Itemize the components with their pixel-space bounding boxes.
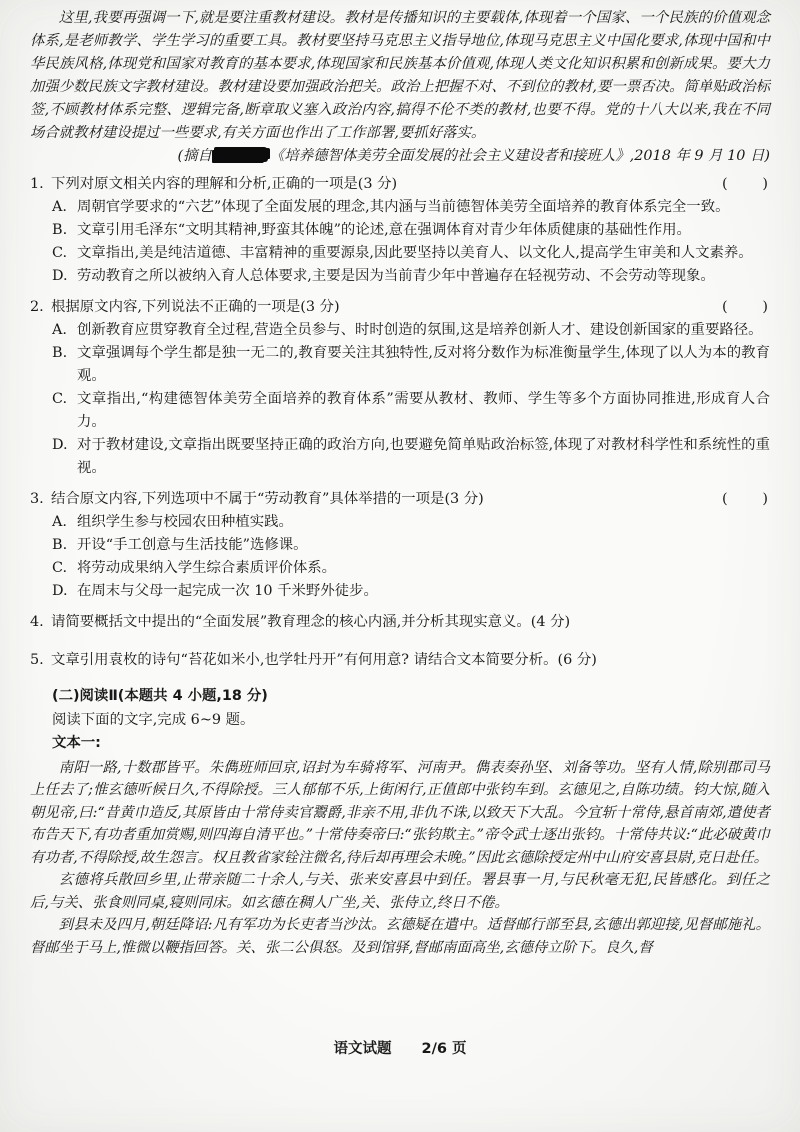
- answer-brackets: ( ): [721, 176, 770, 192]
- option-c: [52, 388, 770, 434]
- question-2: [30, 296, 770, 480]
- option-b: [52, 534, 770, 557]
- redacted-author-block: [214, 147, 268, 162]
- option-text: 开设“手工创意与生活技能”选修课。: [77, 537, 308, 553]
- option-text: 对于教材建设,文章指出既要坚持正确的政治方向,也要避免简单贴政治标签,体现了对教材科学性和系统性的重视。: [77, 437, 770, 476]
- attribution-line: [30, 145, 770, 168]
- option-text: 文章指出,“构建德智体美劳全面培养的教育体系”需要从教材、教师、学生等多个方面协同推进,形成育人合力。: [77, 391, 770, 430]
- option-label: C.: [52, 245, 68, 261]
- question-3: [30, 488, 770, 603]
- question-number: 4.: [30, 614, 44, 630]
- option-a: [52, 511, 770, 534]
- option-label: D.: [52, 437, 68, 453]
- option-label: A.: [52, 514, 67, 530]
- question-number: 1.: [30, 176, 44, 192]
- question-number: 3.: [30, 491, 44, 507]
- question-stem: 下列对原文相关内容的理解和分析,正确的一项是(3 分): [51, 176, 398, 192]
- option-label: C.: [52, 560, 68, 576]
- option-c: [52, 242, 770, 265]
- answer-brackets: ( ): [721, 299, 770, 315]
- question-2-options: [30, 319, 770, 480]
- option-label: B.: [52, 345, 68, 361]
- reading-2-instruction: 阅读下面的文字,完成 6~9 题。: [52, 711, 255, 728]
- question-stem: 文章引用袁枚的诗句“苔花如米小,也学牡丹开”有何用意? 请结合文本简要分析。(6 分): [51, 652, 597, 668]
- text-1-label: 文本一:: [52, 735, 101, 751]
- option-text: 文章引用毛泽东“文明其精神,野蛮其体魄”的论述,意在强调体育对青少年体质健康的基础性作用。: [77, 222, 691, 238]
- option-d: [52, 265, 770, 288]
- option-label: C.: [52, 391, 68, 407]
- question-4: [30, 611, 770, 634]
- question-2-head: [30, 296, 770, 319]
- intro-passage: [30, 7, 770, 168]
- answer-brackets: ( ): [721, 491, 770, 507]
- passage-paragraph-3: 到县未及四月,朝廷降诏:凡有军功为长吏者当沙汰。玄德疑在遣中。适督邮行部至县,玄德出郭迎接,见督邮施礼。督邮坐于马上,惟微以鞭指回答。关、张二公俱怒。及到馆驿,督邮南面高坐,玄德侍立阶下。良久,督: [30, 917, 770, 956]
- option-label: B.: [52, 222, 68, 238]
- question-4-head: [30, 611, 770, 634]
- option-text: 周朝官学要求的“六艺”体现了全面发展的理念,其内涵与当前德智体美劳全面培养的教育体系完全一致。: [77, 199, 730, 215]
- reading-2-heading: (二)阅读Ⅱ(本题共 4 小题,18 分): [52, 688, 268, 704]
- footer-page-number: 2/6 页: [421, 1041, 467, 1057]
- footer-exam-title: 语文试题: [333, 1041, 392, 1057]
- question-1: [30, 173, 770, 288]
- question-stem: 结合原文内容,下列选项中不属于“劳动教育”具体举措的一项是(3 分): [51, 491, 484, 507]
- option-text: 创新教育应贯穿教育全过程,营造全员参与、时时创造的氛围,这是培养创新人才、建设创新国家的重要路径。: [77, 322, 763, 338]
- question-5-head: [30, 649, 770, 672]
- attribution-source: 《培养德智体美劳全面发展的社会主义建设者和接班人》,2018 年 9 月 10 日): [269, 148, 770, 164]
- option-d: [52, 580, 770, 603]
- option-label: D.: [52, 583, 68, 599]
- option-text: 在周末与父母一起完成一次 10 千米野外徒步。: [77, 583, 378, 599]
- option-label: A.: [52, 322, 67, 338]
- questions-section: [30, 173, 770, 672]
- question-number: 2.: [30, 299, 44, 315]
- intro-paragraph: 这里,我要再强调一下,就是要注重教材建设。教材是传播知识的主要载体,体现着一个国家、一个民族的价值观念体系,是老师教学、学生学习的重要工具。教材要坚持马克思主义指导地位,体现马克思主义中国化要求,体现中国和中华民族风格,体现党和国家对教育的基本要求,体现国家和民族基本价值观,体现人类文化知识积累和创新成果。要大力加强少数民族文字教材建设。教材建设要加强政治把关。政治上把握不对、不到位的教材,要一票否决。简单贴政治标签,不顾教材体系完整、逻辑完备,断章取义塞入政治内容,搞得不伦不类的教材,也要不得。党的十八大以来,我在不同场合就教材建设提过一些要求,有关方面也作出了工作部署,要抓好落实。: [30, 10, 770, 141]
- question-stem: 请简要概括文中提出的“全面发展”教育理念的核心内涵,并分析其现实意义。(4 分): [51, 614, 571, 630]
- question-3-options: [30, 511, 770, 603]
- question-1-head: [30, 173, 770, 196]
- option-a: [52, 196, 770, 219]
- option-text: 将劳动成果纳入学生综合素质评价体系。: [77, 560, 337, 576]
- option-label: D.: [52, 268, 68, 284]
- question-5: [30, 649, 770, 672]
- passage-paragraph-2: 玄德将兵散回乡里,止带亲随二十余人,与关、张来安喜县中到任。署县事一月,与民秋毫无犯,民皆感化。到任之后,与关、张食则同桌,寝则同床。如玄德在稠人广坐,关、张侍立,终日不倦。: [30, 872, 770, 911]
- question-3-head: [30, 488, 770, 511]
- question-number: 5.: [30, 652, 44, 668]
- attribution-prefix: (摘自: [177, 148, 212, 164]
- option-d: [52, 434, 770, 480]
- question-1-options: [30, 196, 770, 288]
- option-b: [52, 342, 770, 388]
- option-text: 文章强调每个学生都是独一无二的,教育要关注其独特性,反对将分数作为标准衡量学生,体现了以人为本的教育观。: [77, 345, 770, 384]
- option-label: A.: [52, 199, 67, 215]
- page-footer: [0, 1038, 800, 1061]
- option-a: [52, 319, 770, 342]
- option-c: [52, 557, 770, 580]
- reading-2-passage: [30, 757, 770, 960]
- passage-paragraph-1: 南阳一路,十数郡皆平。朱儁班师回京,诏封为车骑将军、河南尹。儁表奏孙坚、刘备等功。坚有人情,除别郡司马上任去了;惟玄德听候日久,不得除授。三人郁郁不乐,上街闲行,正值郎中张钧车到。玄德见之,自陈功绩。钧大惊,随入朝见帝,曰:“昔黄巾造反,其原皆由十常侍卖官鬻爵,非亲不用,非仇不诛,以致天下大乱。今宜斩十常侍,悬首南郊,遣使者布告天下,有功者重加赏赐,则四海自清平也。”十常侍奏帝曰:“张钧欺主。”帝令武士逐出张钧。十常侍共议:“此必破黄巾有功者,不得除授,故生怨言。权且教省家铨注微名,待后却再理会未晚。”因此玄德除授定州中山府安喜县尉,克日赴任。: [30, 759, 770, 866]
- question-stem: 根据原文内容,下列说法不正确的一项是(3 分): [51, 299, 340, 315]
- option-text: 劳动教育之所以被纳入育人总体要求,主要是因为当前青少年中普遍存在轻视劳动、不会劳动等现象。: [77, 268, 715, 284]
- option-text: 文章指出,美是纯洁道德、丰富精神的重要源泉,因此要坚持以美育人、以文化人,提高学生审美和人文素养。: [77, 245, 753, 261]
- option-b: [52, 219, 770, 242]
- option-text: 组织学生参与校园农田种植实践。: [77, 514, 293, 530]
- reading-2-header: [30, 685, 770, 756]
- option-label: B.: [52, 537, 68, 553]
